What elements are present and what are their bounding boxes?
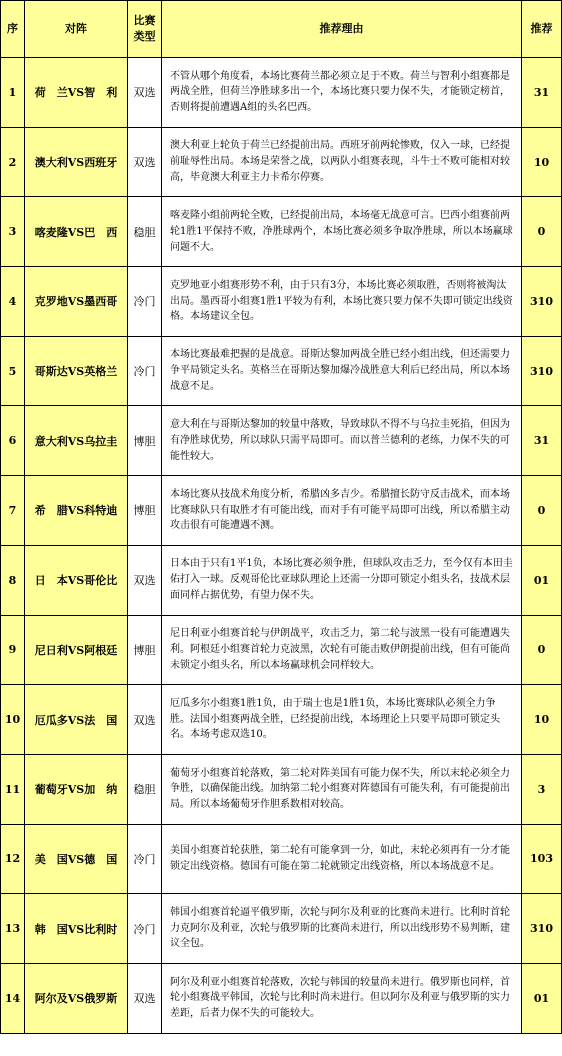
row-number: 13 — [1, 894, 25, 964]
row-number: 4 — [1, 267, 25, 337]
row-number: 5 — [1, 336, 25, 406]
reason-text: 阿尔及利亚小组赛首轮落败，次轮与韩国的较量尚未进行。俄罗斯也同样，首轮小组赛战平韩国，次轮与比利时尚未进行。但以阿尔及利亚与俄罗斯的实力差距，后者力保不失的可能较大。 — [162, 963, 522, 1033]
match-name: 日 本VS哥伦比 — [25, 545, 128, 615]
reason-text: 不管从哪个角度看，本场比赛荷兰都必须立足于不败。荷兰与智利小组赛都是两战全胜，但荷兰净胜球多出一个，本场比赛只要力保不失，才能锁定榜首，否则将提前遭遇A组的头名巴西。 — [162, 58, 522, 128]
match-type: 双选 — [128, 963, 162, 1033]
row-number: 3 — [1, 197, 25, 267]
match-type: 博胆 — [128, 476, 162, 546]
row-number: 8 — [1, 545, 25, 615]
table-row — [1, 615, 562, 685]
match-type: 双选 — [128, 127, 162, 197]
row-number: 1 — [1, 58, 25, 128]
row-number: 10 — [1, 685, 25, 755]
row-number: 9 — [1, 615, 25, 685]
reason-text: 克罗地亚小组赛形势不利，由于只有3分，本场比赛必须取胜，否则将被淘汰出局。墨西哥小组赛1胜1平较为有利，本场比赛只要力保不失即可锁定出线资格。本场建议全包。 — [162, 267, 522, 337]
row-number: 12 — [1, 824, 25, 894]
table-row — [1, 127, 562, 197]
header-recommendation: 推荐 — [522, 1, 562, 58]
match-name: 葡萄牙VS加 纳 — [25, 754, 128, 824]
table-row — [1, 406, 562, 476]
recommendation-value: 310 — [522, 894, 562, 964]
table-row — [1, 545, 562, 615]
reason-text: 韩国小组赛首轮逼平俄罗斯，次轮与阿尔及利亚的比赛尚未进行。比利时首轮力克阿尔及利亚，次轮与俄罗斯的比赛尚未进行，所以出线形势不易判断，建议全包。 — [162, 894, 522, 964]
match-name: 希 腊VS科特迪 — [25, 476, 128, 546]
match-name: 喀麦隆VS巴 西 — [25, 197, 128, 267]
reason-text: 日本由于只有1平1负，本场比赛必须争胜，但球队攻击乏力，至今仅有本田圭佑打入一球。反观哥伦比亚球队理论上还需一分即可锁定小组头名，技战术层面同样占据优势，有望力保不失。 — [162, 545, 522, 615]
recommendation-value: 31 — [522, 58, 562, 128]
row-number: 14 — [1, 963, 25, 1033]
row-number: 7 — [1, 476, 25, 546]
match-type: 双选 — [128, 58, 162, 128]
match-type: 冷门 — [128, 824, 162, 894]
match-name: 美 国VS德 国 — [25, 824, 128, 894]
match-name: 尼日利VS阿根廷 — [25, 615, 128, 685]
recommendation-value: 0 — [522, 615, 562, 685]
table-row — [1, 197, 562, 267]
reason-text: 本场比赛最难把握的是战意。哥斯达黎加两战全胜已经小组出线，但还需要力争平局锁定头名。英格兰在哥斯达黎加爆冷战胜意大利后已经出局，所以本场战意不足。 — [162, 336, 522, 406]
match-name: 意大利VS乌拉圭 — [25, 406, 128, 476]
table-row — [1, 336, 562, 406]
header-row — [1, 1, 562, 58]
table-row — [1, 754, 562, 824]
header-match: 对阵 — [25, 1, 128, 58]
recommendation-value: 01 — [522, 963, 562, 1033]
table-row — [1, 685, 562, 755]
match-type: 冷门 — [128, 336, 162, 406]
recommendation-value: 3 — [522, 754, 562, 824]
row-number: 6 — [1, 406, 25, 476]
row-number: 2 — [1, 127, 25, 197]
match-name: 韩 国VS比利时 — [25, 894, 128, 964]
table-row — [1, 476, 562, 546]
header-no: 序 — [1, 1, 25, 58]
match-type: 冷门 — [128, 267, 162, 337]
recommendation-value: 0 — [522, 476, 562, 546]
reason-text: 厄瓜多尔小组赛1胜1负，由于瑞士也是1胜1负，本场比赛球队必须全力争胜。法国小组赛两战全胜，已经提前出线，本场理论上只要平局即可锁定头名。本场考虑双选10。 — [162, 685, 522, 755]
recommendation-value: 310 — [522, 267, 562, 337]
header-type: 比赛 类型 — [128, 1, 162, 58]
reason-text: 意大利在与哥斯达黎加的较量中落败，导致球队不得不与乌拉圭死掐，但因为有净胜球优势，所以球队只需平局即可。而以普兰德利的老练，力保不失的可能性较大。 — [162, 406, 522, 476]
header-reason: 推荐理由 — [162, 1, 522, 58]
match-type: 冷门 — [128, 894, 162, 964]
match-name: 哥斯达VS英格兰 — [25, 336, 128, 406]
table-row — [1, 894, 562, 964]
recommendation-value: 103 — [522, 824, 562, 894]
match-type: 双选 — [128, 685, 162, 755]
match-type: 双选 — [128, 545, 162, 615]
match-name: 荷 兰VS智 利 — [25, 58, 128, 128]
match-name: 厄瓜多VS法 国 — [25, 685, 128, 755]
reason-text: 葡萄牙小组赛首轮落败，第二轮对阵美国有可能力保不失，所以末轮必须全力争胜，以确保能出线。加纳第二轮小组赛对阵德国有可能失利，有可能提前出局。所以本场葡萄牙作胆系数相对较高。 — [162, 754, 522, 824]
table-row — [1, 824, 562, 894]
match-name: 克罗地VS墨西哥 — [25, 267, 128, 337]
match-name: 澳大利VS西班牙 — [25, 127, 128, 197]
reason-text: 澳大利亚上轮负于荷兰已经提前出局。西班牙前两轮惨败，仅入一球，已经提前耻辱性出局。本场是荣誉之战，以两队小组赛表现，斗牛士不败可能相对较高，毕竟澳大利亚主力卡希尔停赛。 — [162, 127, 522, 197]
table-row — [1, 58, 562, 128]
reason-text: 尼日利亚小组赛首轮与伊朗战平，攻击乏力，第二轮与波黑一役有可能遭遇失利。阿根廷小组赛首轮力克波黑，次轮有可能击败伊朗提前出线，但有可能尚未锁定小组头名，所以本场赢球机会同样较大。 — [162, 615, 522, 685]
row-number: 11 — [1, 754, 25, 824]
recommendation-value: 310 — [522, 336, 562, 406]
match-type: 稳胆 — [128, 197, 162, 267]
recommendation-value: 01 — [522, 545, 562, 615]
recommendation-value: 10 — [522, 685, 562, 755]
reason-text: 喀麦隆小组前两轮全败，已经提前出局，本场毫无战意可言。巴西小组赛前两轮1胜1平保持不败，净胜球两个，本场比赛必须多争取净胜球，所以本场赢球问题不大。 — [162, 197, 522, 267]
match-type: 博胆 — [128, 615, 162, 685]
recommendation-value: 31 — [522, 406, 562, 476]
reason-text: 本场比赛从技战术角度分析，希腊凶多吉少。希腊擅长防守反击战术，而本场比赛球队只有取胜才有可能出线，而对手有可能平局即可出线，所以希腊主动攻击很有可能遭遇不测。 — [162, 476, 522, 546]
match-name: 阿尔及VS俄罗斯 — [25, 963, 128, 1033]
match-type: 博胆 — [128, 406, 162, 476]
table-row — [1, 963, 562, 1033]
reason-text: 美国小组赛首轮获胜，第二轮有可能拿到一分，如此，末轮必须再有一分才能锁定出线资格。德国有可能在第二轮就锁定出线资格，所以本场战意不足。 — [162, 824, 522, 894]
match-type: 稳胆 — [128, 754, 162, 824]
table-row — [1, 267, 562, 337]
recommendation-value: 10 — [522, 127, 562, 197]
recommendation-value: 0 — [522, 197, 562, 267]
